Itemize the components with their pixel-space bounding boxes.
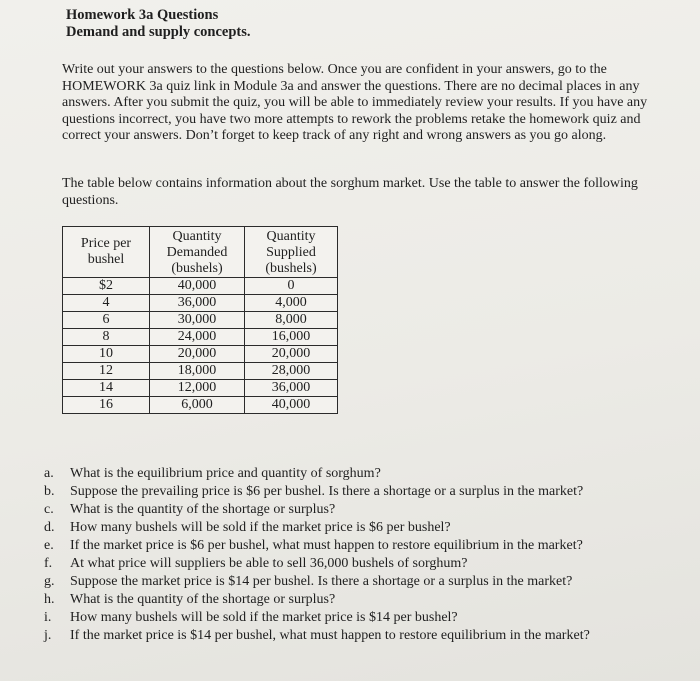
cell-quantity-demanded: 30,000 (150, 312, 245, 329)
table-row (63, 329, 338, 346)
question-list (44, 465, 684, 645)
cell-quantity-demanded: 6,000 (150, 397, 245, 414)
cell-quantity-demanded: 12,000 (150, 380, 245, 397)
question-item (44, 627, 684, 645)
question-text: What is the equilibrium price and quantity of sorghum? (70, 466, 381, 481)
cell-quantity-demanded: 40,000 (150, 278, 245, 295)
cell-price: 4 (63, 295, 150, 312)
cell-quantity-demanded: 18,000 (150, 363, 245, 380)
header (66, 7, 251, 41)
question-letter: g. (44, 574, 55, 589)
cell-price: 6 (63, 312, 150, 329)
table-row (63, 278, 338, 295)
table-row (63, 363, 338, 380)
cell-price: 16 (63, 397, 150, 414)
question-item (44, 483, 684, 501)
cell-price: $2 (63, 278, 150, 295)
question-letter: j. (44, 628, 52, 643)
question-letter: b. (44, 484, 55, 499)
header-price: Price per bushel (63, 227, 150, 278)
table-body (63, 278, 338, 414)
cell-price: 10 (63, 346, 150, 363)
question-item (44, 573, 684, 591)
cell-quantity-supplied: 28,000 (245, 363, 338, 380)
cell-quantity-demanded: 24,000 (150, 329, 245, 346)
question-text: If the market price is $6 per bushel, what must happen to restore equilibrium in the market? (70, 538, 583, 553)
table-row (63, 380, 338, 397)
question-letter: f. (44, 556, 53, 571)
question-item (44, 465, 684, 483)
header-quantity-demanded: Quantity Demanded (bushels) (150, 227, 245, 278)
question-letter: c. (44, 502, 54, 517)
cell-quantity-supplied: 36,000 (245, 380, 338, 397)
question-text: Suppose the market price is $14 per bushel. Is there a shortage or a surplus in the market? (70, 574, 573, 589)
question-text: Suppose the prevailing price is $6 per bushel. Is there a shortage or a surplus in the market? (70, 484, 584, 499)
question-item (44, 501, 684, 519)
question-item (44, 519, 684, 537)
question-text: What is the quantity of the shortage or surplus? (70, 592, 336, 607)
question-text: If the market price is $14 per bushel, what must happen to restore equilibrium in the market? (70, 628, 590, 643)
question-letter: h. (44, 592, 55, 607)
intro-paragraph: Write out your answers to the questions below. Once you are confident in your answers, go to the HOMEWORK 3a quiz link in Module 3a and answer the questions. There are no decimal places in any answers. After you submit the quiz, you will be able to immediately review your results. If you have any questions incorrect, you have two more attempts to rework the problems retake the homework quiz and correct your answers. Don’t forget to keep track of any right and wrong answers as you go along. (62, 62, 648, 143)
cell-price: 8 (63, 329, 150, 346)
question-item (44, 609, 684, 627)
question-letter: e. (44, 538, 54, 553)
table-row (63, 312, 338, 329)
question-letter: d. (44, 520, 55, 535)
question-item (44, 537, 684, 555)
cell-price: 12 (63, 363, 150, 380)
question-text: How many bushels will be sold if the market price is $6 per bushel? (70, 520, 451, 535)
cell-quantity-demanded: 36,000 (150, 295, 245, 312)
table-row (63, 295, 338, 312)
cell-quantity-supplied: 16,000 (245, 329, 338, 346)
question-item (44, 555, 684, 573)
table-header-row (63, 227, 338, 278)
page-subtitle: Demand and supply concepts. (66, 24, 251, 40)
question-item (44, 591, 684, 609)
sorghum-table (62, 226, 338, 414)
table-intro-paragraph: The table below contains information about the sorghum market. Use the table to answer the following questions. (62, 176, 638, 208)
header-quantity-supplied: Quantity Supplied (bushels) (245, 227, 338, 278)
cell-price: 14 (63, 380, 150, 397)
question-letter: i. (44, 610, 52, 625)
question-letter: a. (44, 466, 54, 481)
cell-quantity-supplied: 4,000 (245, 295, 338, 312)
cell-quantity-supplied: 0 (245, 278, 338, 295)
table-row (63, 397, 338, 414)
cell-quantity-supplied: 40,000 (245, 397, 338, 414)
question-text: At what price will suppliers be able to sell 36,000 bushels of sorghum? (70, 556, 468, 571)
question-text: How many bushels will be sold if the market price is $14 per bushel? (70, 610, 458, 625)
table-row (63, 346, 338, 363)
page-title: Homework 3a Questions (66, 7, 219, 23)
cell-quantity-demanded: 20,000 (150, 346, 245, 363)
question-text: What is the quantity of the shortage or surplus? (70, 502, 336, 517)
cell-quantity-supplied: 8,000 (245, 312, 338, 329)
cell-quantity-supplied: 20,000 (245, 346, 338, 363)
